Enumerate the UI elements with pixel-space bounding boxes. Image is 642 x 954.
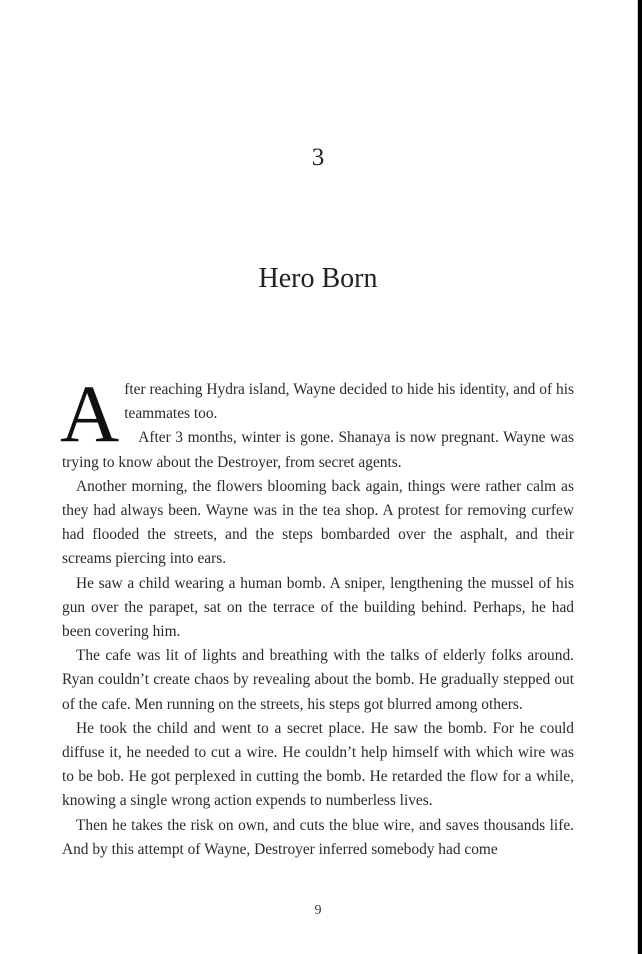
paragraph-7: Then he takes the risk on own, and cuts the blue wire, and saves thousands life. And by this attempt of Wayne, Destroyer inferred somebody had come xyxy=(62,816,574,858)
page-edge-border xyxy=(638,0,642,954)
paragraph-3: Another morning, the flowers blooming back again, things were rather calm as they had always been. Wayne was in the tea shop. A protest for removing curfew had flooded the streets, and the steps bombarded over the asphalt, and their screams piercing into ears. xyxy=(62,477,574,568)
paragraph-2-text: After 3 months, winter is gone. Shanaya is now pregnant. Wayne was trying to know about the Destroyer, from secret agents. xyxy=(62,429,574,471)
drop-cap: A xyxy=(60,368,120,459)
chapter-body xyxy=(60,368,574,862)
paragraph-1 xyxy=(62,378,574,426)
paragraph-2 xyxy=(62,426,574,474)
page-number: 9 xyxy=(314,903,322,918)
paragraph-5: The cafe was lit of lights and breathing with the talks of elderly folks around. Ryan couldn’t create chaos by revealing about the bomb. He gradually stepped out of the cafe. Men running on the streets, his steps got blurred among others. xyxy=(62,647,574,713)
paragraph-4: He saw a child wearing a human bomb. A sniper, lengthening the mussel of his gun over the parapet, sat on the terrace of the building behind. Perhaps, he had been covering him. xyxy=(62,574,574,641)
chapter-title: Hero Born xyxy=(258,263,378,294)
paragraph-6: He took the child and went to a secret place. He saw the bomb. For he could diffuse it, he needed to cut a wire. He couldn’t help himself with which wire was to be bob. He got perplexed in cutting the bomb. He retarded the flow for a while, knowing a single wrong action expends to numberless lives. xyxy=(62,719,574,810)
chapter-number: 3 xyxy=(311,144,325,171)
paragraph-1-text: fter reaching Hydra island, Wayne decided to hide his identity, and of his teammates too. xyxy=(124,381,574,423)
